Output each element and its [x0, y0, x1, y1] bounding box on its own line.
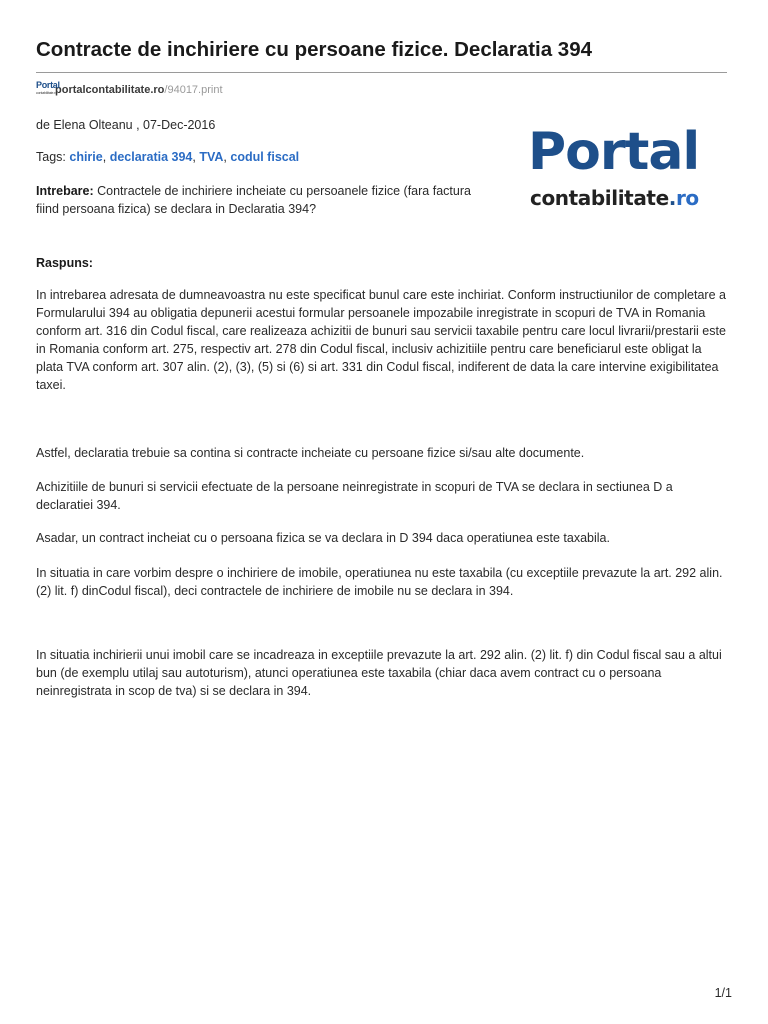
answer-label: Raspuns:	[36, 256, 93, 270]
tag-link[interactable]: codul fiscal	[230, 150, 300, 164]
answer-paragraph: Astfel, declaratia trebuie sa contina si contracte incheiate cu persoane fizice si/sau alte documente.	[36, 446, 585, 460]
title-divider	[36, 72, 727, 73]
tag-link[interactable]: declaratia 394	[109, 150, 193, 164]
source-path: /94017.print	[164, 84, 223, 96]
byline: de Elena Olteanu , 07-Dec-2016	[36, 118, 216, 132]
question	[36, 182, 476, 218]
answer-paragraph: In intrebarea adresata de dumneavoastra nu este specificat bunul care este inchiriat. Conform instructiunilor de completare a Formularului 394 au obligatia depunerii acestui formular persoanele impozabile inregistrate in scopuri de TVA in Romania conform art. 316 din Codul fiscal, care realizeaza achizitii de bunuri sau servicii taxabile pentru care locul livrarii/prestarii este in Romania conform art. 275, respectiv art. 278 din Codul fiscal, inclusiv achizitiile pentru care beneficiarul este obligat la plata TVA conform art. 307 alin. (2), (3), (5) si (6) si art. 331 din Codul fiscal, indiferent de data la care intervine exigibilitatea taxei.	[36, 288, 726, 392]
answer-paragraph: In situatia in care vorbim despre o inchiriere de imobile, operatiunea nu este taxabila (cu exceptiile prevazute la art. 292 alin. (2) lit. f) dinCodul fiscal), deci contractele de inchiriere de imobile nu se declara in 394.	[36, 566, 723, 598]
tag-link[interactable]: TVA	[199, 150, 224, 164]
portal-favicon-icon: Portal contabilitate.ro	[36, 79, 60, 95]
source-domain-link[interactable]: portalcontabilitate.ro	[55, 84, 165, 96]
tags-label: Tags:	[36, 150, 66, 164]
logo-word-portal: Portal	[528, 122, 700, 182]
portal-contabilitate-logo	[528, 122, 728, 216]
answer-paragraph: Asadar, un contract incheiat cu o persoana fizica se va declara in D 394 daca operatiunea este taxabila.	[36, 531, 610, 545]
logo-word-contabilitate: contabilitate.ro	[530, 186, 699, 210]
page-number: 1/1	[714, 986, 732, 1000]
question-label: Intrebare:	[36, 184, 94, 198]
source-line	[36, 80, 223, 100]
tag-list: chirie, declaratia 394, TVA, codul fiscal	[69, 150, 300, 164]
article-title: Contracte de inchiriere cu persoane fizice. Declaratia 394	[36, 38, 593, 61]
answer-paragraph: Achizitiile de bunuri si servicii efectuate de la persoane neinregistrate in scopuri de TVA se declara in sectiunea D a declaratiei 394.	[36, 480, 673, 512]
answer-paragraph: In situatia inchirierii unui imobil care se incadreaza in exceptiile prevazute la art. 292 alin. (2) lit. f) din Codul fiscal sau a altui bun (de exemplu utilaj sau autoturism), atunci operatiunea este taxabila (chiar daca avem contract cu o persoana neinregistrata in scop de tva) si se declara in 394.	[36, 648, 722, 698]
tags-line	[36, 148, 299, 166]
tag-link[interactable]: chirie	[69, 150, 103, 164]
question-text: Contractele de inchiriere incheiate cu persoanele fizice (fara factura fiind persoana fizica) se declara in Declaratia 394?	[36, 184, 471, 216]
